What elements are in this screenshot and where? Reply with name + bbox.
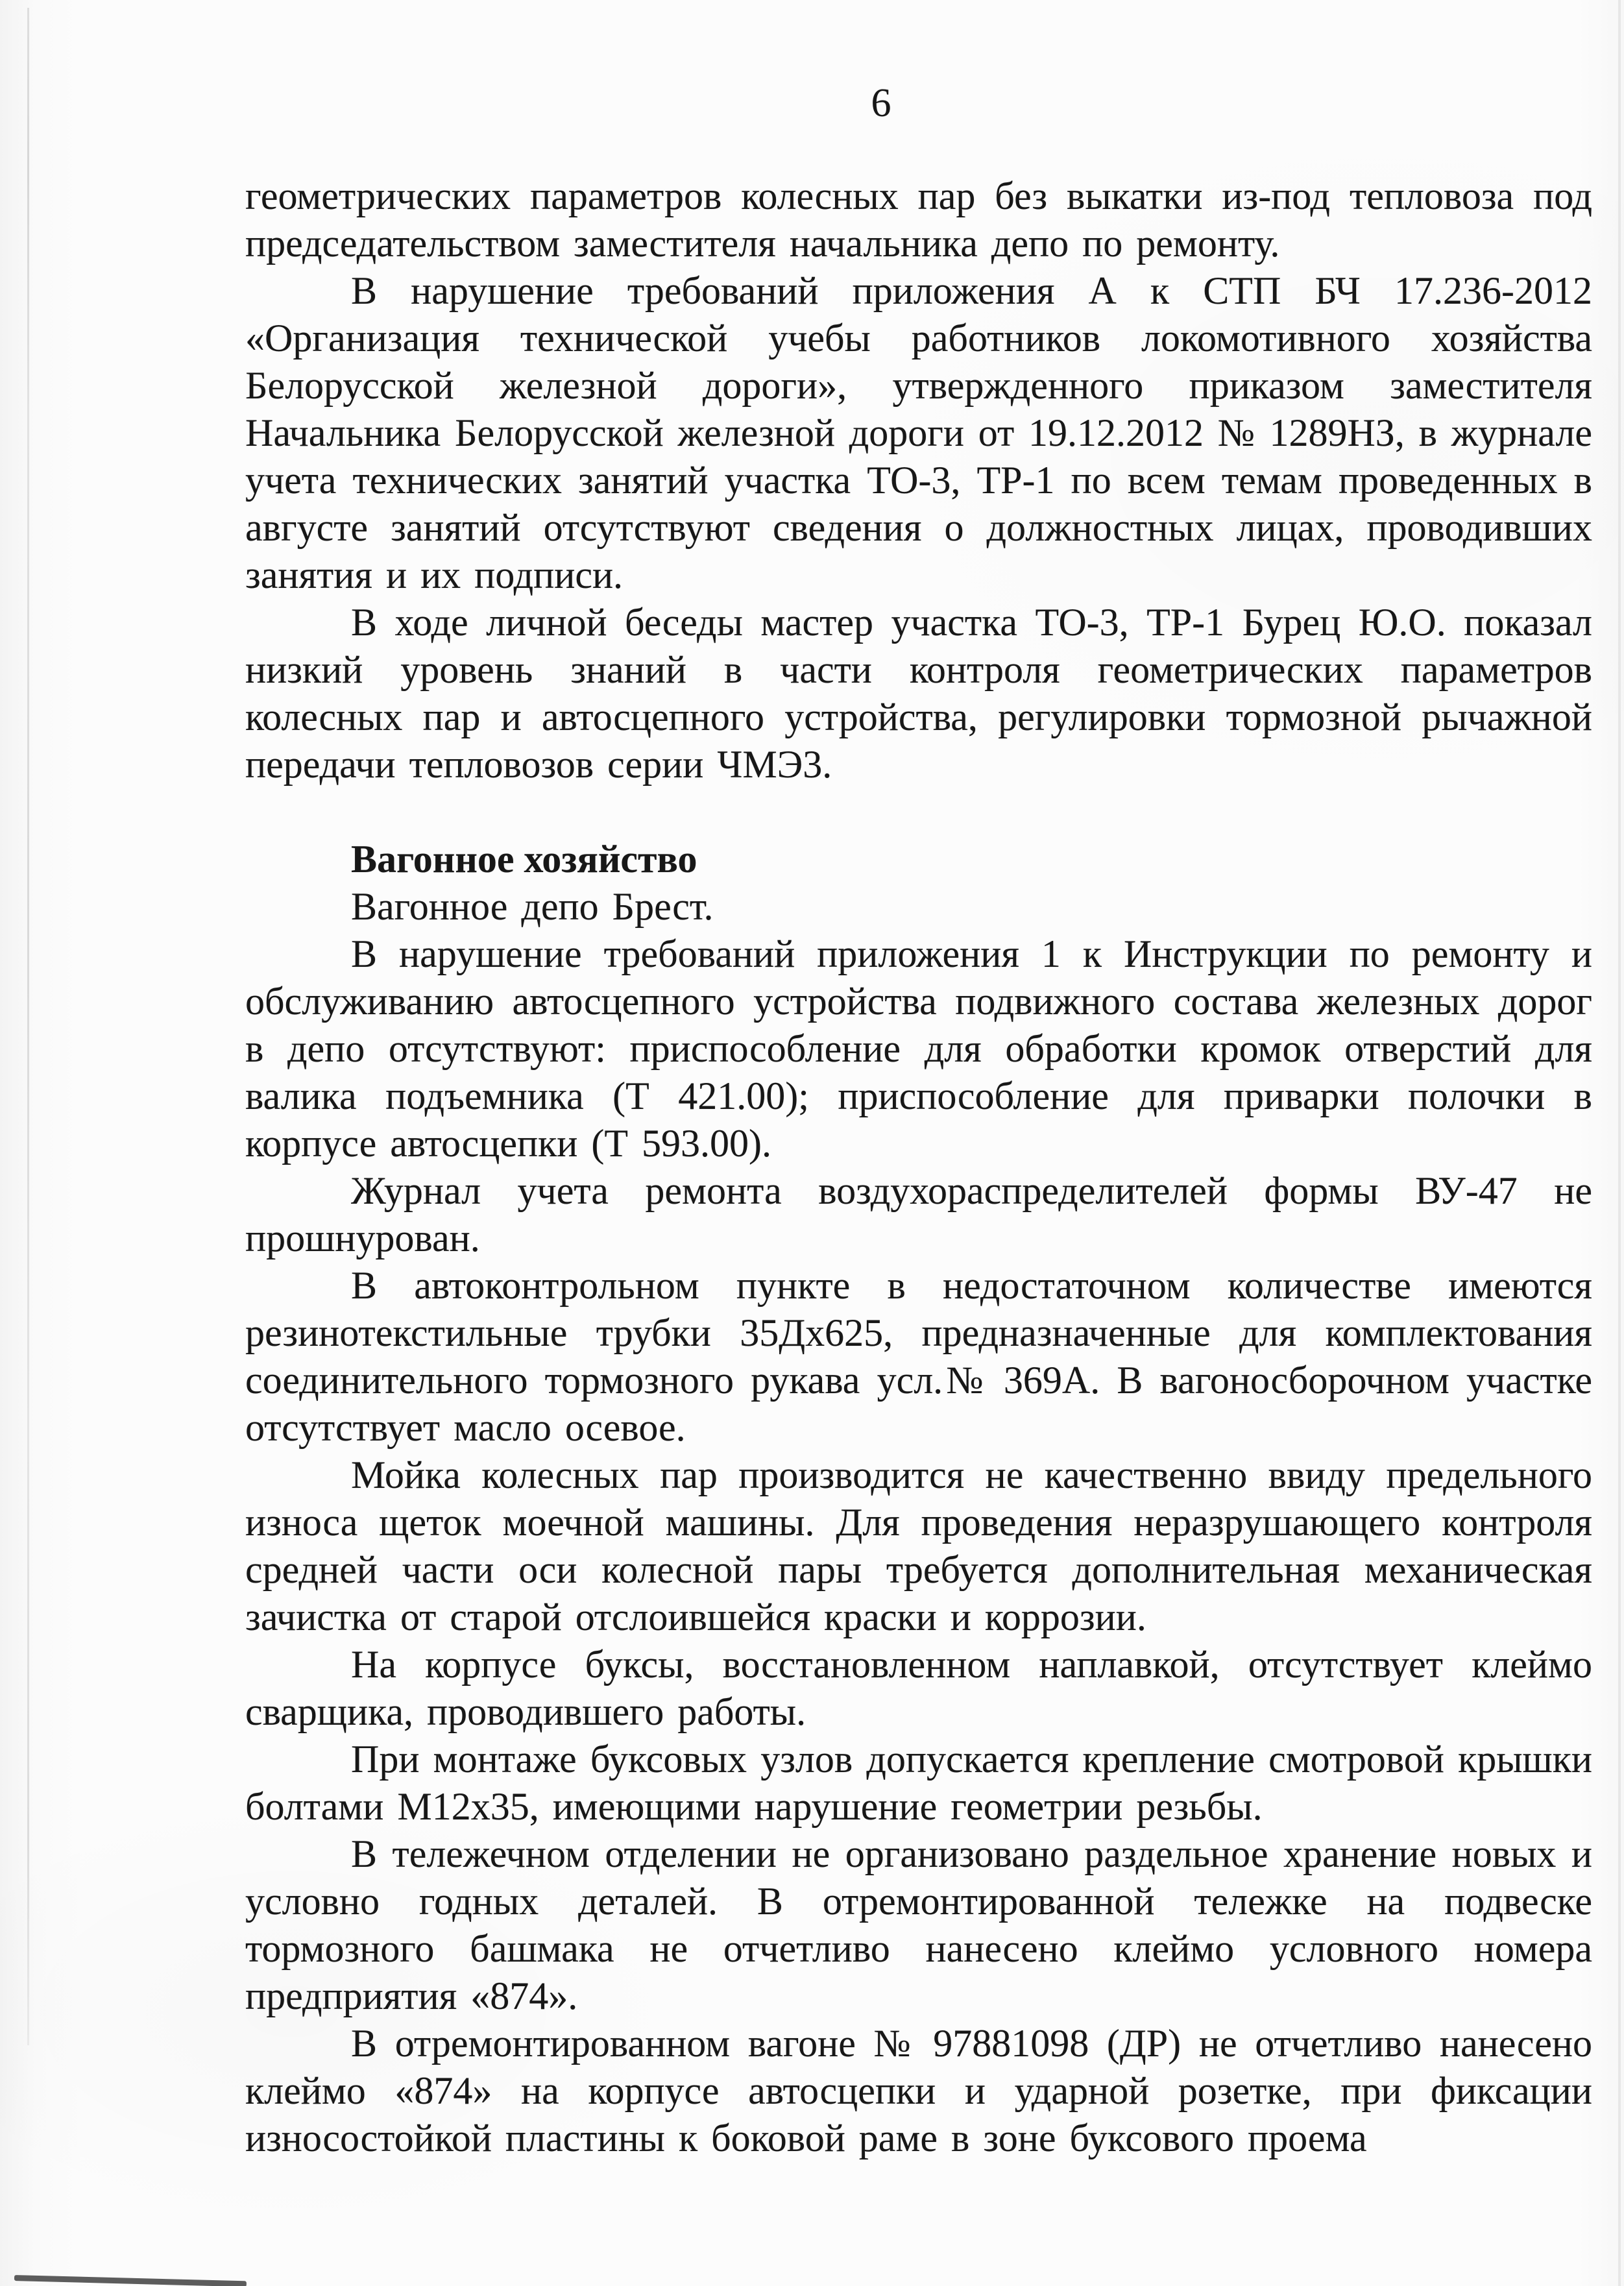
paragraph-wheelset-washing: Мойка колесных пар производится не качественно ввиду предельного износа щеток моечной машины. Для проведения неразрушающего контроля средней части оси колесной пары требуется дополнительная механическая зачистка от старой отслоившейся краски и коррозии.	[245, 1453, 1592, 1638]
paragraph-burec-interview: В ходе личной беседы мастер участка ТО-3, ТР-1 Бурец Ю.О. показал низкий уровень знаний в части контроля геометрических параметров колесных пар и автосцепного устройства, регулировки тормозной рычажной передачи тепловозов серии ЧМЭ3.	[245, 601, 1592, 786]
section-heading-wagon-economy: Вагонное хозяйство	[351, 838, 697, 881]
paragraph-bogie-department: В тележечном отделении не организовано раздельное хранение новых и условно годных деталей. В отремонтированной тележке на подвеске тормозного башмака не отчетливо нанесено клеймо условного номера предприятия «874».	[245, 1832, 1592, 2017]
paragraph-instruction-violation: В нарушение требований приложения 1 к Инструкции по ремонту и обслуживанию автосцепного устройства подвижного состава железных дорог в депо отсутствуют: приспособление для обработки кромок отверстий для валика подъемника (Т 421.00); приспособление для приварки полочки в корпусе автосцепки (Т 593.00).	[245, 932, 1592, 1165]
paragraph-journal-vu47: Журнал учета ремонта воздухораспределителей формы ВУ-47 не прошнурован.	[245, 1169, 1592, 1259]
paragraph-continuation-wheelsets: геометрических параметров колесных пар без выкатки из-под тепловоза под председательством заместителя начальника депо по ремонту.	[245, 175, 1592, 265]
paragraph-depot-brest: Вагонное депо Брест.	[351, 885, 714, 928]
paragraph-axlebox-mounting-bolts: При монтаже буксовых узлов допускается крепление смотровой крышки болтами М12х35, имеющими нарушение геометрии резьбы.	[245, 1738, 1592, 1828]
scan-artifact-left-line	[27, 8, 29, 2045]
paragraph-repaired-wagon: В отремонтированном вагоне № 97881098 (ДР) не отчетливо нанесено клеймо «874» на корпусе автосцепки и ударной розетке, при фиксации износостойкой пластины к боковой раме в зоне буксового проема	[245, 2022, 1592, 2159]
paragraph-axlebox-stamp: На корпусе буксы, восстановленном наплавкой, отсутствует клеймо сварщика, проводившего работы.	[245, 1643, 1592, 1733]
paragraph-autocontrol-point: В автоконтрольном пункте в недостаточном количестве имеются резинотекстильные трубки 35Дх625, предназначенные для комплектования соединительного тормозного рукава усл.№ 369А. В вагоносборочном участке отсутствует масло осевое.	[245, 1264, 1592, 1449]
scan-artifact-bottom-left-mark	[14, 2275, 247, 2286]
document-body	[245, 173, 1592, 2162]
page-number: 6	[871, 81, 891, 125]
scan-artifact-right-edge-line	[1618, 0, 1621, 2286]
paragraph-stp-violation: В нарушение требований приложения А к СТП БЧ 17.236-2012 «Организация технической учебы работников локомотивного хозяйства Белорусской железной дороги», утвержденного приказом заместителя Начальника Белорусской железной дороги от 19.12.2012 № 1289НЗ, в журнале учета технических занятий участка ТО-3, ТР-1 по всем темам проведенных в августе занятий отсутствуют сведения о должностных лицах, проводивших занятия и их подписи.	[245, 269, 1592, 596]
